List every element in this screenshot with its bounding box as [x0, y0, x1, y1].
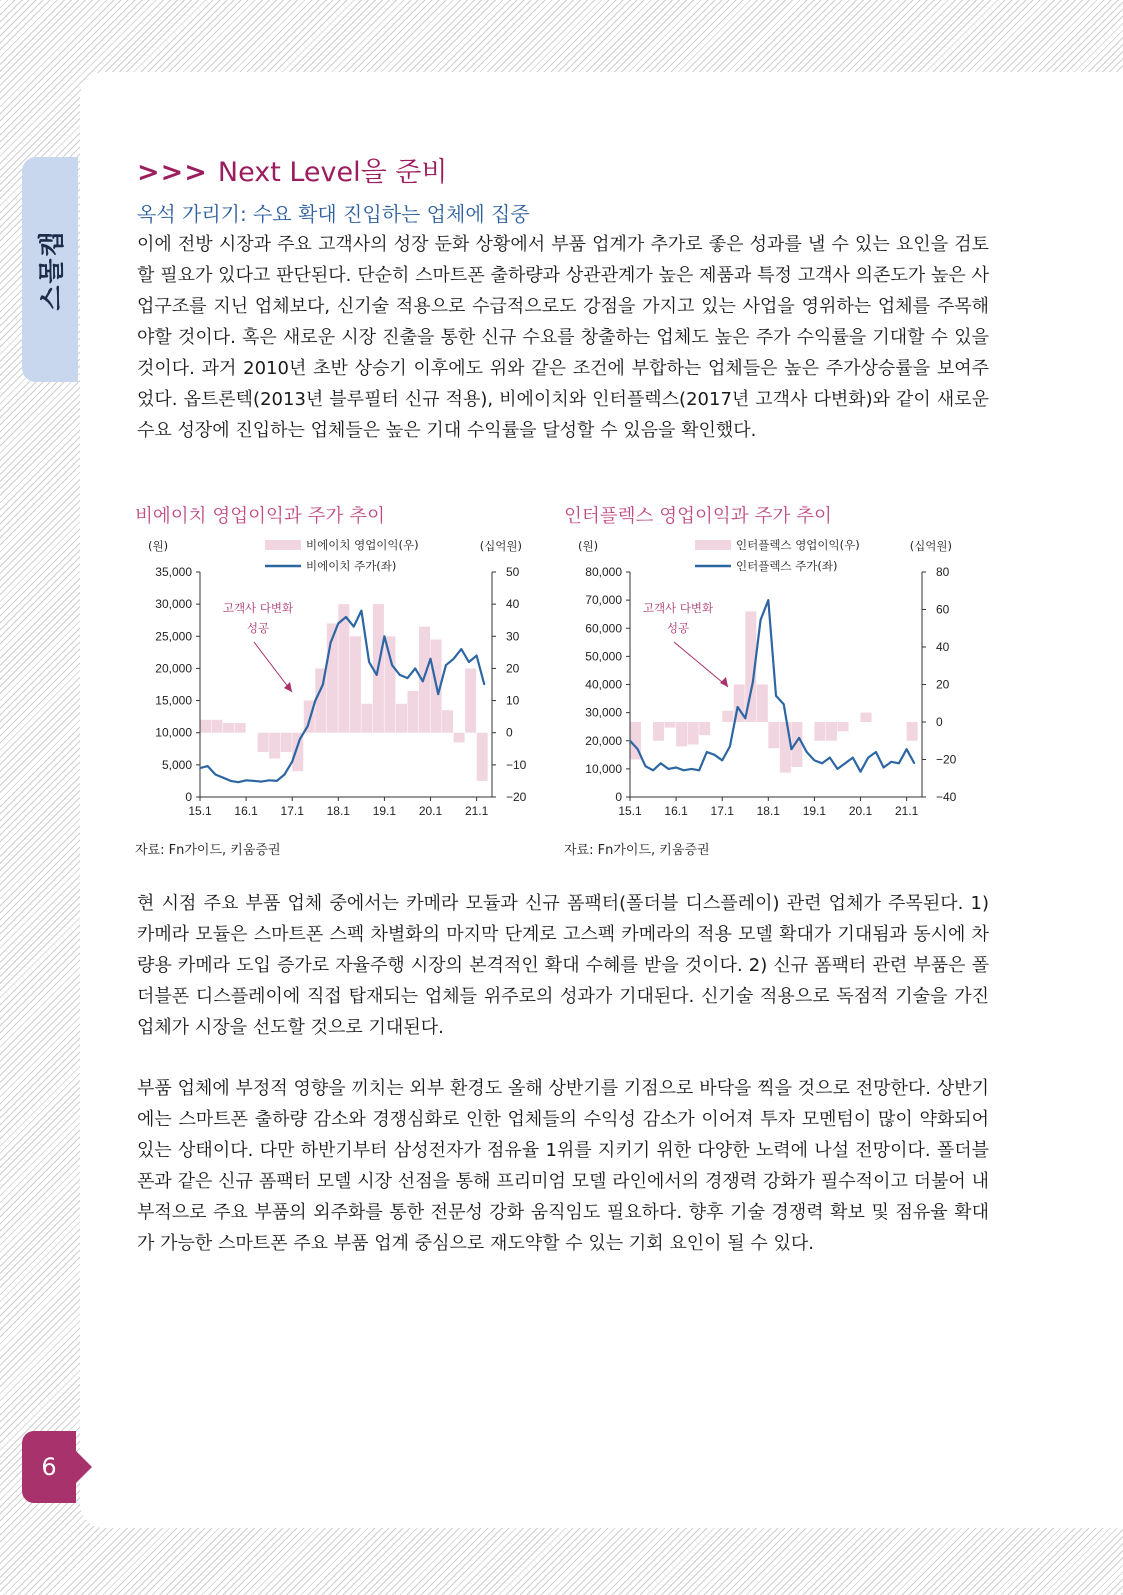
left-tick-label: 60,000: [585, 621, 622, 636]
right-tick-label: 20: [936, 677, 950, 692]
op-profit-bar: [454, 733, 465, 743]
op-profit-bar: [665, 722, 676, 728]
annotation-line-2: 성공: [666, 621, 690, 635]
price-point: [253, 780, 255, 782]
op-profit-bar: [653, 722, 664, 741]
annotation-arrow: [254, 642, 292, 692]
x-tick-label: 16.1: [234, 804, 258, 818]
chart-source-bh: 자료: Fn가이드, 키움증권: [135, 843, 281, 858]
price-point: [476, 655, 478, 657]
op-profit-bar: [768, 722, 779, 748]
price-point: [322, 684, 324, 686]
op-profit-bar: [477, 733, 488, 781]
annotation-line-2: 성공: [246, 621, 270, 635]
legend-swatch-bar: [695, 540, 731, 550]
price-point: [698, 769, 700, 771]
price-point: [760, 619, 762, 621]
price-point: [737, 706, 739, 708]
price-point: [422, 680, 424, 682]
price-point: [391, 664, 393, 666]
price-point: [407, 677, 409, 679]
right-unit-label: (십억원): [909, 539, 952, 553]
price-point: [437, 693, 439, 695]
price-point: [906, 748, 908, 750]
heading-text: Next Level을 준비: [217, 157, 448, 188]
page-number: 6: [41, 1453, 57, 1481]
body-paragraph-3: 부품 업체에 부정적 영향을 끼치는 외부 환경도 올해 상반기를 기점으로 바닥을 찍을 것으로 전망한다. 상반기에는 스마트폰 출하량 감소와 경쟁심화로 인한 업체들의 수익성 감소가 이어져 투자 모멘텀이 많이 약화되어 있는 상태이다. 다만 하반기부터 삼성전자가 점유율 1위를 지키기 위한 다양한 노력에 나설 전망이다. 폴더블폰과 같은 신규 폼팩터 모델 시장 선점을 통해 프리미엄 모델 라인에서의 경쟁력 강화가 필수적이고 더불어 내부적으로 주요 부품의 외주화를 통한 전문성 강화 움직임도 필요하다. 향후 기술 경쟁력 확보 및 점유율 확대가 가능한 스마트폰 주요 부품 업계 중심으로 재도약할 수 있는 기회 요인이 될 수 있다.: [137, 1078, 989, 1254]
right-tick-label: 60: [936, 602, 950, 617]
left-tick-label: 15,000: [155, 693, 192, 708]
annotation-arrow: [674, 642, 728, 687]
left-tick-label: 30,000: [155, 597, 192, 612]
left-tick-label: 20,000: [585, 733, 622, 748]
price-point: [629, 740, 631, 742]
body-paragraph-1: 이에 전방 시장과 주요 고객사의 성장 둔화 상황에서 부품 업계가 추가로 좋은 성과를 낼 수 있는 요인을 검토할 필요가 있다고 판단된다. 단순히 스마트폰 출하량과 상관관계가 높은 제품과 특정 고객사 의존도가 높은 사업구조를 지닌 업체보다, 신기술 적용으로 수급적으로도 강점을 가지고 있는 사업을 영위하는 업체를 주목해야할 것이다. 혹은 새로운 시장 진출을 통한 신규 수요를 창출하는 업체도 높은 주가 수익률을 기대할 수 있을 것이다. 과거 2010년 초반 상승기 이후에도 위와 같은 조건에 부합하는 업체들은 높은 주가상승률을 보여주었다. 옵트론텍(2013년 블루필터 신규 적용), 비에이치와 인터플렉스(2017년 고객사 다변화)와 같이 새로운 수요 성장에 진입하는 업체들은 높은 기대 수익률을 달성할 수 있음을 확인했다.: [137, 234, 989, 441]
price-point: [798, 737, 800, 739]
chart-interflex: [560, 532, 960, 832]
left-tick-label: 30,000: [585, 705, 622, 720]
op-profit-bar: [722, 711, 733, 722]
x-tick-label: 21.1: [894, 804, 919, 818]
x-tick-label: 18.1: [756, 804, 780, 818]
op-profit-bar: [837, 722, 848, 731]
op-profit-bar: [235, 723, 246, 733]
price-point: [268, 779, 270, 781]
left-tick-label: 80,000: [585, 565, 622, 579]
price-point: [361, 610, 363, 612]
right-tick-label: 40: [506, 597, 520, 612]
op-profit-bar: [780, 722, 791, 773]
price-point: [230, 780, 232, 782]
right-tick-label: 20: [506, 661, 520, 676]
x-tick-label: 19.1: [802, 804, 827, 818]
price-point: [729, 746, 731, 748]
left-tick-label: 40,000: [585, 677, 622, 692]
op-profit-bar: [688, 722, 699, 745]
left-tick-label: 5,000: [161, 757, 192, 772]
price-point: [299, 738, 301, 740]
price-point: [307, 725, 309, 727]
op-profit-bar: [200, 720, 211, 733]
price-point: [430, 658, 432, 660]
price-point: [215, 774, 217, 776]
price-point: [675, 767, 677, 769]
x-tick-label: 15.1: [618, 804, 642, 818]
op-profit-bar: [384, 636, 395, 732]
price-point: [890, 761, 892, 763]
op-profit-bar: [269, 733, 280, 759]
x-tick-label: 17.1: [280, 804, 304, 818]
op-profit-bar: [281, 733, 292, 752]
op-profit-bar: [757, 685, 768, 723]
price-point: [752, 681, 754, 683]
chart-title-interflex: 인터플렉스 영업이익과 주가 추이: [564, 506, 832, 527]
price-point: [284, 774, 286, 776]
price-point: [353, 626, 355, 628]
right-tick-label: −10: [506, 757, 527, 772]
page-number-tab: [22, 1431, 76, 1503]
price-point: [883, 767, 885, 769]
right-tick-label: 80: [936, 565, 950, 579]
x-tick-label: 21.1: [464, 804, 489, 818]
x-tick-label: 19.1: [372, 804, 397, 818]
price-point: [837, 768, 839, 770]
price-point: [453, 658, 455, 660]
right-tick-label: 0: [506, 725, 513, 740]
price-point: [721, 760, 723, 762]
legend-label-line: 비에이치 주가(좌): [306, 559, 397, 573]
op-profit-bar: [814, 722, 825, 741]
op-profit-bar: [907, 722, 918, 741]
left-tick-label: 0: [615, 790, 622, 804]
section-side-tab: [22, 157, 78, 382]
op-profit-bar: [350, 636, 361, 732]
right-tick-label: 30: [506, 629, 520, 644]
price-point: [844, 762, 846, 764]
x-tick-label: 18.1: [326, 804, 350, 818]
section-subheading: 옥석 가리기: 수요 확대 진입하는 업체에 집중: [137, 202, 530, 226]
right-tick-label: −20: [936, 752, 957, 767]
price-point: [852, 757, 854, 759]
price-point: [399, 674, 401, 676]
op-profit-bar: [826, 722, 837, 741]
x-tick-label: 17.1: [710, 804, 734, 818]
op-profit-bar: [465, 668, 476, 732]
price-point: [338, 623, 340, 625]
price-point: [345, 616, 347, 618]
left-tick-label: 0: [185, 790, 192, 804]
op-profit-bar: [676, 722, 687, 746]
price-point: [368, 661, 370, 663]
section-label: 스몰캡: [37, 228, 68, 311]
price-point: [744, 717, 746, 719]
right-tick-label: −40: [936, 790, 957, 804]
left-tick-label: 35,000: [155, 565, 192, 579]
price-point: [875, 751, 877, 753]
price-point: [652, 769, 654, 771]
price-point: [207, 765, 209, 767]
price-point: [261, 781, 263, 783]
price-point: [645, 765, 647, 767]
op-profit-bar: [223, 723, 234, 733]
price-point: [706, 751, 708, 753]
price-point: [414, 668, 416, 670]
price-point: [222, 777, 224, 779]
left-tick-label: 10,000: [585, 761, 622, 776]
price-point: [791, 748, 793, 750]
op-profit-bar: [407, 691, 418, 733]
price-point: [330, 642, 332, 644]
price-point: [468, 661, 470, 663]
x-tick-label: 20.1: [418, 804, 443, 818]
right-tick-label: 10: [506, 693, 520, 708]
op-profit-bar: [212, 720, 223, 733]
x-tick-label: 15.1: [188, 804, 212, 818]
price-point: [637, 748, 639, 750]
price-point: [898, 762, 900, 764]
op-profit-bar: [361, 704, 372, 733]
op-profit-bar: [442, 710, 453, 733]
annotation-line-1: 고객사 다변화: [642, 601, 714, 615]
op-profit-bar: [292, 733, 303, 772]
x-tick-label: 20.1: [848, 804, 873, 818]
price-point: [376, 674, 378, 676]
right-tick-label: 40: [936, 640, 950, 654]
price-point: [829, 757, 831, 759]
price-point: [291, 761, 293, 763]
price-point: [460, 648, 462, 650]
price-point: [914, 762, 916, 764]
left-tick-label: 50,000: [585, 649, 622, 664]
price-point: [814, 760, 816, 762]
section-heading: [137, 150, 447, 189]
price-point: [314, 700, 316, 702]
left-tick-label: 20,000: [155, 661, 192, 676]
legend-label-line: 인터플렉스 주가(좌): [736, 559, 838, 573]
x-tick-label: 16.1: [664, 804, 688, 818]
legend-label-bar: 비에이치 영업이익(우): [306, 538, 419, 552]
price-point: [775, 695, 777, 697]
price-point: [806, 751, 808, 753]
right-unit-label: (십억원): [479, 539, 522, 553]
left-tick-label: 10,000: [155, 725, 192, 740]
price-point: [445, 664, 447, 666]
op-profit-bar: [861, 713, 872, 722]
price-point: [245, 779, 247, 781]
price-point: [768, 599, 770, 601]
price-point: [691, 768, 693, 770]
left-unit-label: (원): [578, 539, 599, 553]
chart-bh: [130, 532, 530, 832]
left-tick-label: 70,000: [585, 593, 622, 608]
op-profit-bar: [258, 733, 269, 752]
price-point: [821, 762, 823, 764]
chart-title-bh: 비에이치 영업이익과 주가 추이: [135, 506, 385, 527]
legend-swatch-bar: [265, 540, 301, 550]
price-point: [484, 684, 486, 686]
price-point: [238, 781, 240, 783]
price-point: [860, 771, 862, 773]
annotation-line-1: 고객사 다변화: [222, 601, 294, 615]
left-tick-label: 25,000: [155, 629, 192, 644]
right-tick-label: 50: [506, 565, 520, 579]
right-tick-label: 0: [936, 715, 943, 729]
price-point: [683, 769, 685, 771]
price-point: [199, 767, 201, 769]
op-profit-bar: [791, 722, 802, 767]
price-point: [668, 768, 670, 770]
right-tick-label: −20: [506, 790, 527, 804]
body-paragraph-2: 현 시점 주요 부품 업체 중에서는 카메라 모듈과 신규 폼팩터(폴더블 디스플레이) 관련 업체가 주목된다. 1) 카메라 모듈은 스마트폰 스펙 차별화의 마지막 단계로 고스펙 카메라의 적용 모델 확대가 기대됨과 동시에 차량용 카메라 도입 증가로 자율주행 시장의 본격적인 확대 수혜를 받을 것이다. 2) 신규 폼팩터 관련 부품은 폴더블폰 디스플레이에 직접 탑재되는 업체들 위주로의 성과가 기대된다. 신기술 적용으로 독점적 기술을 가진 업체가 시장을 선도할 것으로 기대된다.: [137, 893, 989, 1038]
price-point: [276, 780, 278, 782]
op-profit-bar: [396, 704, 407, 733]
price-point: [783, 703, 785, 705]
left-unit-label: (원): [148, 539, 169, 553]
price-point: [660, 762, 662, 764]
price-point: [714, 754, 716, 756]
op-profit-bar: [699, 722, 710, 735]
legend-label-bar: 인터플렉스 영업이익(우): [736, 538, 860, 552]
heading-arrows: >>>: [137, 157, 208, 188]
price-point: [384, 635, 386, 637]
chart-source-interflex: 자료: Fn가이드, 키움증권: [564, 843, 710, 858]
price-point: [867, 757, 869, 759]
annotation-arrowhead: [720, 677, 728, 687]
